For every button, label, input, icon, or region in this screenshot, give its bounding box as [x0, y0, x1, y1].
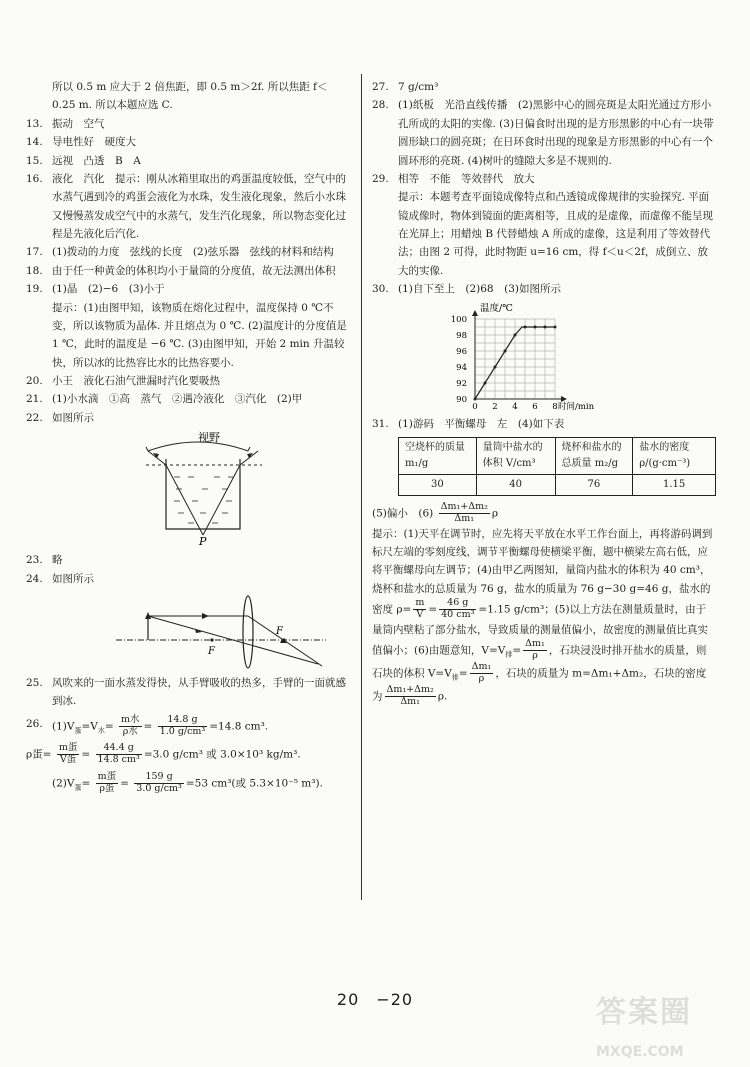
- figure-24-lens-diagram: [26, 590, 352, 670]
- graph-xtick: 8: [552, 401, 558, 411]
- answer-22: 22. 如图所示: [26, 411, 94, 424]
- table-cell: 40: [476, 474, 555, 495]
- answer-18: 18. 由于任一种黄金的体积均小于量筒的分度值，故无法测出体积: [26, 264, 336, 277]
- left-column: [26, 78, 352, 795]
- answer-25: 25. 风吹来的一面水蒸发得快，从手臂吸收的热多，手臂的一面就感到冰.: [26, 676, 346, 708]
- salt-water-table: [398, 437, 716, 496]
- answer-13: 13. 振动 空气: [26, 117, 105, 130]
- table-header: 烧杯和盐水的总质量 m₂/g: [555, 437, 633, 474]
- answer-17: 17. (1)拨动的力度 弦线的长度 (2)弦乐器 弦线的材料和结构: [26, 246, 334, 259]
- answer-30: 30. (1)自下至上 (2)68 (3)如图所示: [372, 283, 561, 296]
- answer-16: 16. 液化 汽化 提示：刚从冰箱里取出的鸡蛋温度较低，空气中的水蒸气遇到冷的鸡蛋会液化为水珠，发生液化现象，然后小水珠又慢慢蒸发成空气中的水蒸气，发生汽化现象，所以物态变化过程是先液化后汽化.: [26, 172, 346, 240]
- answer-21: 21. (1)小水滴 ①高 蒸气 ②遇冷液化 ③汽化 (2)甲: [26, 393, 303, 406]
- table-cell: 30: [399, 474, 477, 495]
- graph-ytick: 90: [456, 394, 467, 405]
- graph-xtick: 4: [512, 401, 518, 411]
- figure-24-focus-left: F: [208, 645, 215, 657]
- figure-22-label-top: 视野: [198, 431, 220, 445]
- figure-24-focus-right: F: [276, 625, 283, 637]
- hint-29: 提示：本题考查平面镜成像特点和凸透镜成像规律的实验探究. 平面镜成像时，物体到镜面的距离相等，且成的是虚像，而虚像不能呈现在光屏上；用蜡烛 B 代替蜡烛 A 所成的虚像，这是利用了等效替代法；由图 2 可得，此时物距 u=16 cm，得 f＜u＜2f，成倒立、放大的实像.: [398, 191, 713, 277]
- hint-31: 提示：(1)天平在调节时，应先将天平放在水平工作台面上，再将游码调到标尺左端的零刻度线，调节平衡螺母使横梁平衡，题中横梁左高右低，应将平衡螺母向左调节；(4)由甲乙两图知，量筒内盐水的体积为 40 cm³，烧杯和盐水的总质量为 76 g，盐水的质量为 76 g−30 g=46 g，盐水的密度 ρ= $\frac{m}{V}$ = $\frac{46 g}{\text{40 cm³}}$ =1.15 g/cm³；(5)以上方法在测量质量时，由于量筒内壁粘了部分盐水，导致质量的测量值偏小，故密度的测量值比真实值偏小；(6)由题意知，$V=V_排=$ $\frac{\text{Δm₁}}{\rho}$ ，石块浸没时排开盐水的质量，则石块的体积 $V=V_排=$ $\frac{\text{Δm₁}}{\rho}$ ，石块的质量为 m=Δm₁+Δm₂，石块的密度为 $\frac{\text{Δm₁+Δm₂}}{\text{Δm₁}}$ ρ.: [372, 527, 713, 708]
- graph-ytick: 92: [456, 378, 467, 389]
- figure-22-label-bottom: P: [199, 535, 207, 548]
- table-header: 量筒中盐水的体积 V/cm³: [476, 437, 555, 474]
- graph-ytick: 96: [456, 346, 467, 357]
- table-cell: 1.15: [633, 474, 716, 495]
- answer-31-part-5-6: (5)偏小 (6) $\frac{\text{Δm₁+Δm₂}}{\text{Δm₁}}$ ρ: [372, 500, 499, 524]
- answer-24: 24. 如图所示: [26, 572, 94, 585]
- graph-xtick: 0: [472, 401, 478, 411]
- answer-26-line-2: ρ蛋= $\frac{\text{m蛋}}{\text{V蛋}}$ = $\frac{44.4 g}{\text{14.8 cm³}}$ =3.0 g/cm³ 或 3.0×10³ kg/m³.: [26, 742, 301, 766]
- table-header-row: [399, 437, 716, 474]
- graph-xtick: 2: [492, 401, 498, 411]
- continued-answer: 所以 0.5 m 应大于 2 倍焦距，即 0.5 m＞2f. 所以焦距 f＜ 0.25 m. 所以本题应选 C.: [52, 81, 328, 112]
- answer-20: 20. 小王 液化石油气泄漏时汽化要吸热: [26, 375, 220, 387]
- figure-22-vision-diagram: [26, 429, 352, 547]
- column-divider: [361, 74, 362, 900]
- answer-15: 15. 远视 凸透 B A: [26, 154, 141, 167]
- figure-30-temperature-graph: [372, 301, 716, 411]
- table-cell: 76: [555, 474, 633, 495]
- answer-26: 26. $(1)V_蛋=V_水=$ $\frac{\text{m水}}{\text{ρ水}}$ = $\frac{14.8 g}{\text{1.0 g/cm³}}$ =14.8 cm³.: [26, 715, 352, 738]
- answer-28: 28. (1)纸板 光沿直线传播 (2)黑影中心的圆亮斑是太阳光通过方形小孔所成的太阳的实像. (3)日偏食时出现的是方形黑影的中心有一块带圆形缺口的圆亮斑；在日环食时出现的现象是方形黑影的中心有一个圆环形的亮斑. (4)树叶的缝隙大多是不规则的.: [372, 99, 714, 167]
- graph-xtick: 6: [532, 401, 538, 411]
- answer-27: 27. 7 g/cm³: [372, 81, 439, 93]
- answer-31: 31. (1)游码 平衡螺母 左 (4)如下表: [372, 417, 565, 430]
- graph-ytick: 94: [456, 362, 467, 373]
- table-row: [399, 474, 716, 495]
- graph-xlabel: 时间/min: [558, 401, 595, 411]
- graph-ytick: 100: [450, 314, 467, 325]
- graph-ytick: 98: [456, 330, 467, 341]
- answer-29: 29. 相等 不能 等效替代 放大: [372, 172, 535, 185]
- answer-26-line-3: $(2)V_蛋=$ $\frac{\text{m蛋}}{\text{ρ蛋}}$ = $\frac{159 g}{\text{3.0 g/cm³}}$ =53 cm³(或 5.3×10⁻⁵ m³).: [52, 771, 323, 795]
- hint-19: 提示：(1)由图甲知，该物质在熔化过程中，温度保持 0 ℃不变，所以该物质为晶体. 并且熔点为 0 ℃. (2)温度计的分度值是 1 ℃，此时的温度是 −6 ℃. (3)由图甲知，开始 2 min 升温较快，所以冰的比热容比水的比热容要小.: [52, 301, 347, 369]
- answer-26-line-1: $(1)V_蛋=V_水=$ $\frac{\text{m水}}{\text{ρ水}}$ = $\frac{14.8 g}{\text{1.0 g/cm³}}$ =14.8 cm³.: [52, 713, 269, 737]
- page-number: 20 −20: [336, 990, 414, 1009]
- table-header: 空烧杯的质量 m₁/g: [399, 437, 477, 474]
- right-column: [372, 78, 716, 708]
- table-header: 盐水的密度 ρ/(g·cm⁻³): [633, 437, 716, 474]
- answer-19: 19. (1)晶 (2)−6 (3)小于: [26, 283, 165, 296]
- answer-23: 23. 略: [26, 554, 63, 567]
- answer-14: 14. 导电性好 硬度大: [26, 136, 136, 149]
- graph-ylabel: 温度/℃: [480, 302, 513, 314]
- watermark-logo: 答案圈 MXQE.COM: [596, 995, 692, 1060]
